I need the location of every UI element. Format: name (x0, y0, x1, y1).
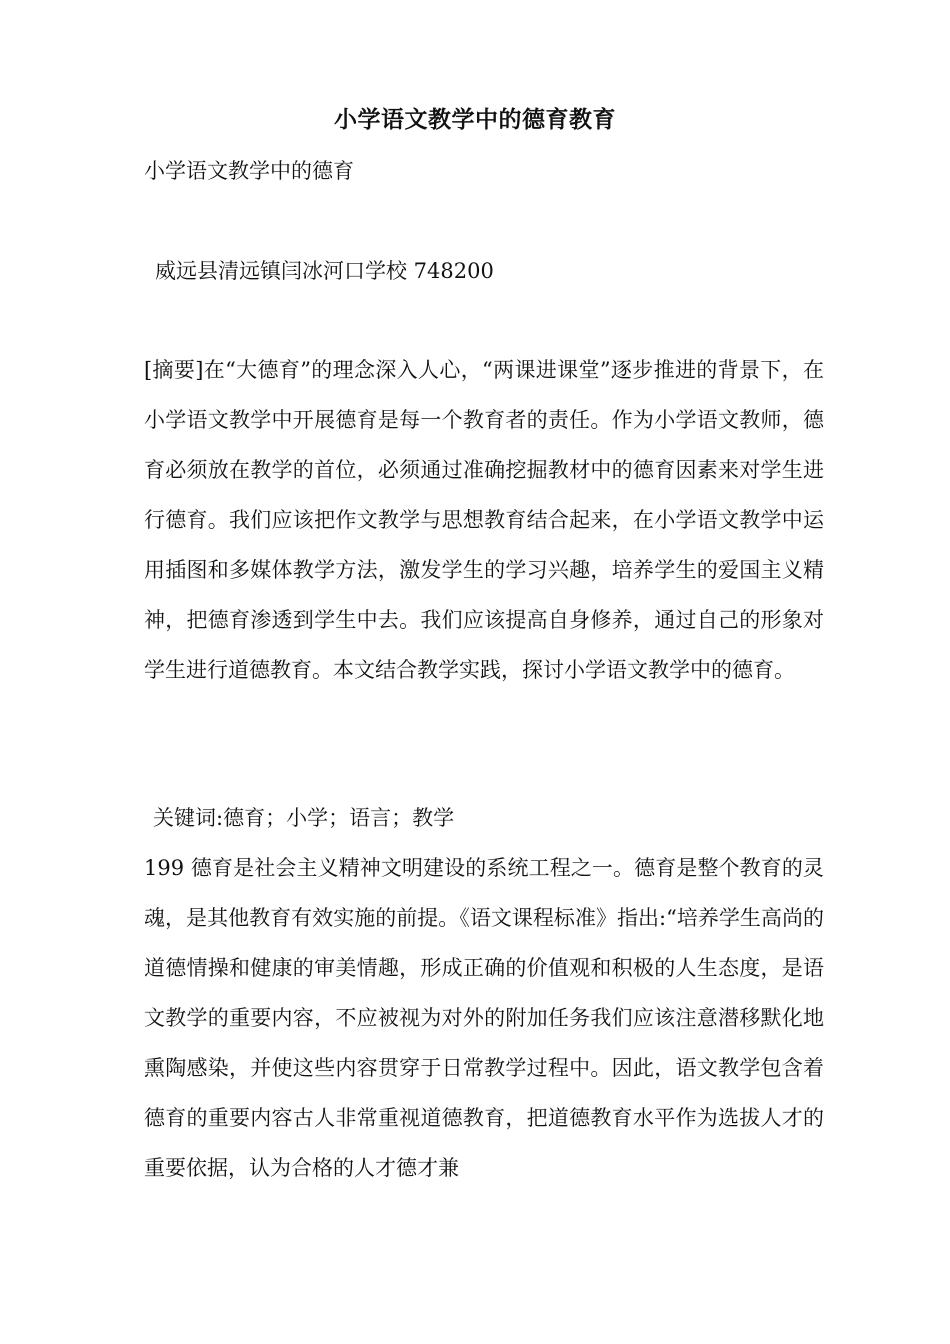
document-subtitle: 小学语文教学中的德育 (144, 159, 354, 183)
abstract-paragraph: [摘要]在“大德育”的理念深入人心，“两课进课堂”逐步推进的背景下，在小学语文教学中开展德育是每一个教育者的责任。作为小学语文教师，德育必须放在教学的首位，必须通过准确挖掘教材中的德育因素来对学生进行德育。我们应该把作文教学与思想教育结合起来，在小学语文教学中运用插图和多媒体教学方法，激发学生的学习兴趣，培养学生的爱国主义精神，把德育渗透到学生中去。我们应该提高自身修养，通过自己的形象对学生进行道德教育。本文结合教学实践，探讨小学语文教学中的德育。 (144, 358, 824, 682)
author-affiliation: 威远县清远镇闫冰河口学校 748200 (155, 259, 494, 283)
document-title: 小学语文教学中的德育教育 (334, 106, 616, 133)
body-paragraph: 199 德育是社会主义精神文明建设的系统工程之一。德育是整个教育的灵魂，是其他教育有效实施的前提。《语文课程标准》指出:“培养学生高尚的道德情操和健康的审美情趣，形成正确的价值观和积极的人生态度，是语文教学的重要内容，不应被视为对外的附加任务我们应该注意潜移默化地熏陶感染，并使这些内容贯穿于日常教学过程中。因此，语文教学包含着德育的重要内容古人非常重视道德教育，把道德教育水平作为选拔人才的重要依据，认为合格的人才德才兼 (144, 856, 824, 1180)
keywords-line: 关键词:德育；小学；语言；教学 (153, 806, 455, 830)
